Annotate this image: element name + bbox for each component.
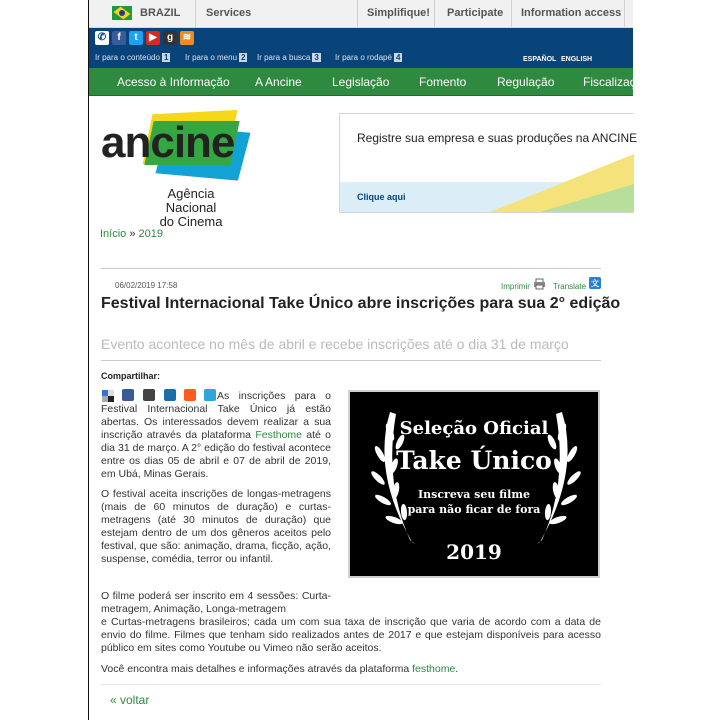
- brazil-flag-icon[interactable]: [112, 6, 132, 20]
- breadcrumb-home[interactable]: Início: [100, 228, 127, 240]
- lang-espanol-link[interactable]: ESPAÑOL: [523, 56, 557, 63]
- festival-poster: [348, 390, 600, 578]
- printer-icon[interactable]: [534, 279, 545, 289]
- translate-icon[interactable]: [589, 277, 601, 289]
- poster-line1: Seleção Oficial: [399, 418, 549, 439]
- page: [88, 0, 650, 720]
- svg-text:文: 文: [591, 279, 599, 288]
- translate-link[interactable]: Translate: [553, 282, 587, 291]
- article-date: 06/02/2019 17:58: [115, 281, 178, 290]
- festhome-link[interactable]: Festhome: [255, 429, 302, 441]
- gov-bar: [89, 0, 633, 28]
- nav-item-fiscalizacao[interactable]: Fiscalização: [583, 75, 650, 89]
- ancine-logo[interactable]: [99, 105, 259, 229]
- skip-to-content-link[interactable]: Ir para o conteúdo 1: [95, 53, 169, 62]
- services-link[interactable]: Services: [206, 7, 252, 19]
- nav-item-acesso[interactable]: Acesso à Informação: [117, 75, 230, 89]
- share-label: Compartilhar:: [101, 371, 161, 381]
- phone-icon[interactable]: ✆: [95, 31, 109, 45]
- banner-button[interactable]: Clique aqui: [357, 192, 406, 202]
- divider: [101, 684, 601, 685]
- nav-item-regulacao[interactable]: Regulação: [497, 75, 555, 89]
- article-title: Festival Internacional Take Único abre inscrições para sua 2° edição: [101, 295, 621, 312]
- main-nav: [89, 68, 650, 96]
- facebook-icon[interactable]: f: [112, 31, 126, 45]
- skip-to-search-link[interactable]: Ir para a busca 3: [257, 53, 319, 62]
- nav-item-fomento[interactable]: Fomento: [419, 75, 467, 89]
- poster-year: 2019: [446, 540, 502, 564]
- poster-line4: para não ficar de fora: [407, 503, 541, 516]
- poster-line3: Inscreva seu filme: [417, 488, 530, 501]
- banner-text: Registre sua empresa e suas produções na ANCINE: [357, 131, 638, 145]
- skip-to-footer-link[interactable]: Ir para o rodapé 4: [335, 53, 401, 62]
- divider: [101, 268, 601, 269]
- site-header: [89, 28, 633, 68]
- paragraph-3a: O filme poderá ser inscrito em 4 sessões: Curta-metragem, Animação, Longa-metragem: [101, 590, 331, 615]
- register-banner[interactable]: [339, 113, 638, 213]
- article-subtitle: Evento acontece no mês de abril e recebe inscrições até o dia 31 de março: [101, 336, 569, 352]
- nav-item-legislacao[interactable]: Legislação: [332, 75, 390, 89]
- logo-wordmark: ancine: [101, 118, 235, 167]
- poster-line2: Take Único: [396, 446, 552, 475]
- rss-icon[interactable]: ≋: [180, 31, 194, 45]
- breadcrumb: [100, 228, 163, 240]
- breadcrumb-current[interactable]: 2019: [138, 228, 164, 240]
- twitter-icon[interactable]: t: [129, 31, 143, 45]
- youtube-icon[interactable]: ▶: [146, 31, 160, 45]
- country-link[interactable]: BRAZIL: [140, 7, 181, 19]
- paragraph-1: As inscrições para o Festival Internacional Take Único já estão abertas. Os interessados devem realizar a sua inscrição através da plataforma Festhome até o dia 31 de março. A 2° edição do festival acontece entre os dias 05 de abril e 07 de abril de 2019, em Ubá, Minas Gerais.: [101, 390, 332, 480]
- googleplus-icon[interactable]: g: [163, 31, 177, 45]
- simplifique-link[interactable]: Simplifique!: [367, 7, 430, 19]
- paragraph-4: Você encontra mais detalhes e informações através da plataforma festhome.: [101, 663, 459, 675]
- information-access-link[interactable]: Information access: [521, 7, 622, 19]
- logo-subtitle: Agência Nacional do Cinema: [159, 186, 223, 229]
- paragraph-2: O festival aceita inscrições de longas-metragens (mais de 60 minutos de duração) e curtas-metragens (até 30 minutos de duração) que estejam dentro de um dos gêneros aceitos pelo festival, que são: animação, drama, ficção, ação, suspense, comédia, terror ou infantil.: [101, 488, 331, 565]
- lang-english-link[interactable]: ENGLISH: [561, 56, 593, 63]
- festhome-link-2[interactable]: festhome: [412, 663, 456, 675]
- nav-item-a-ancine[interactable]: A Ancine: [255, 75, 302, 89]
- participate-link[interactable]: Participate: [447, 7, 504, 19]
- skip-to-menu-link[interactable]: Ir para o menu 2: [185, 53, 246, 62]
- back-link[interactable]: « voltar: [110, 693, 150, 707]
- divider: [101, 360, 601, 361]
- print-link[interactable]: Imprimir: [501, 282, 530, 291]
- paragraph-3b: e Curtas-metragens brasileiros; cada um com sua taxa de inscrição que varia de acordo com a data de envio do filme. Filmes que tenham sido realizados antes de 2017 e que estejam disponíveis para acesso público em sites como Youtube ou Vimeo não serão aceitos.: [101, 616, 601, 654]
- breadcrumb-separator: »: [129, 228, 136, 240]
